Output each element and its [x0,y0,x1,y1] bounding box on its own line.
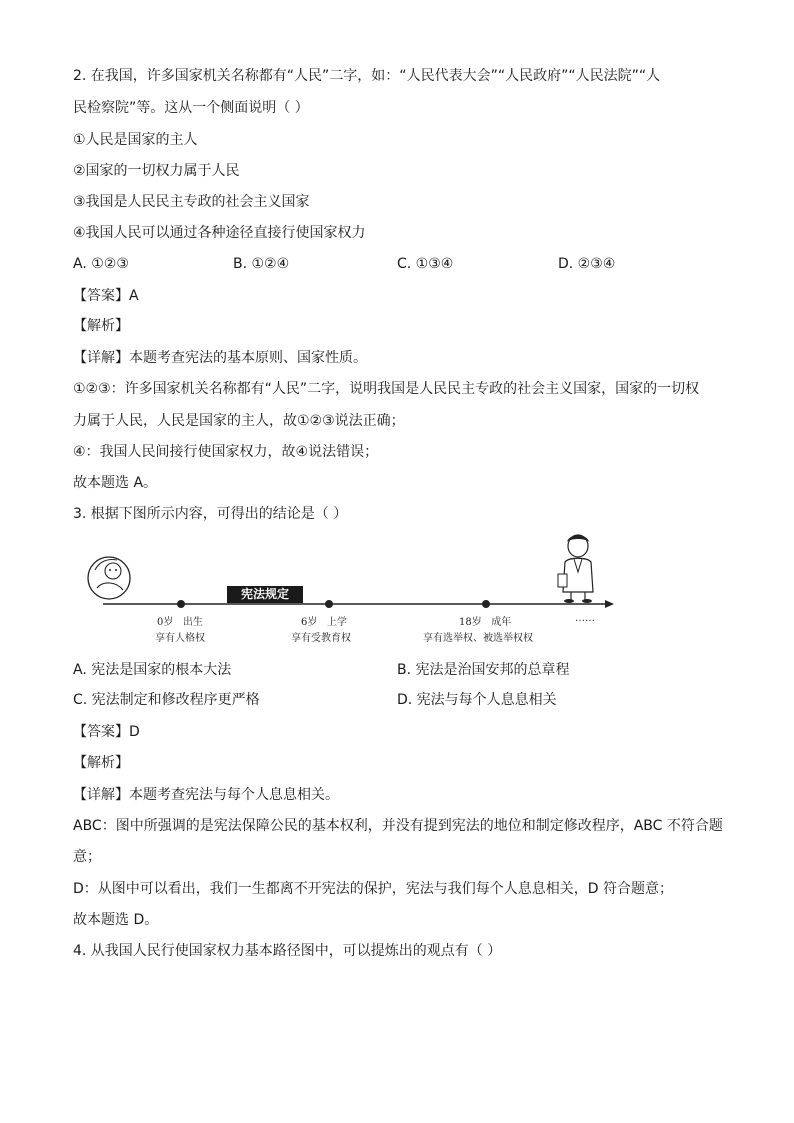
q2-stem-line1: 2. 在我国，许多国家机关名称都有“人民”二字，如：“人民代表大会”“人民政府”“人民法院”“人 [73,68,661,84]
q2-option-a: A. ①②③ [73,256,129,272]
q3-detail: 【详解】本题考查宪法与每个人息息相关。 [73,787,339,803]
point-1-age: 0岁 [157,617,174,628]
q2-item-2: ②国家的一切权力属于人民 [73,163,240,179]
timeline-arrow [605,600,614,608]
q2-explanation-line2: 力属于人民，人民是国家的主人，故①②③说法正确； [73,413,405,429]
q3-analysis-label: 【解析】 [73,755,129,771]
q3-answer: 【答案】D [73,724,140,740]
q3-option-d: D. 宪法与每个人息息相关 [397,692,557,708]
baby-icon [88,557,130,599]
q3-option-a: A. 宪法是国家的根本大法 [73,662,232,678]
q2-option-b: B. ①②④ [233,256,290,272]
point-2-age: 6岁 [301,617,318,628]
point-3-event: 成年 [491,617,512,628]
point-2-age-event [301,613,347,628]
point-3-right: 享有选举权、被选举权权 [423,633,533,644]
timeline-point-birth [177,600,185,608]
point-2-event: 上学 [326,617,347,628]
constitution-timeline-figure [73,530,633,655]
point-3-age-event [459,613,511,628]
constitution-banner: 宪法规定 [227,586,303,603]
point-3-age: 18岁 [459,617,482,628]
timeline-ellipsis: …… [575,613,595,624]
q3-option-c: C. 宪法制定和修改程序更严格 [73,692,260,708]
q2-explanation-2: ④：我国人民间接行使国家权力，故④说法错误； [73,444,379,460]
q3-option-b: B. 宪法是治国安邦的总章程 [397,662,570,678]
q2-conclusion: 故本题选 A。 [73,475,158,491]
point-1-right: 享有人格权 [155,633,205,644]
q3-conclusion: 故本题选 D。 [73,912,159,928]
q2-option-c: C. ①③④ [397,256,454,272]
q3-explanation-2: D：从图中可以看出，我们一生都离不开宪法的保护，宪法与我们每个人息息相关，D 符合题意； [73,881,674,897]
timeline-point-school [325,600,333,608]
q2-answer: 【答案】A [73,288,139,304]
adult-person-icon [558,535,593,603]
q2-detail: 【详解】本题考查宪法的基本原则、国家性质。 [73,350,367,366]
q3-explanation-line1: ABC：图中所强调的是宪法保障公民的基本权利，并没有提到宪法的地位和制定修改程序，ABC 不符合题 [73,818,723,834]
point-2-right: 享有受教育权 [291,633,351,644]
q3-explanation-line2: 意； [73,849,101,865]
timeline-point-adult [482,600,490,608]
q2-option-d: D. ②③④ [558,256,616,272]
q3-stem: 3. 根据下图所示内容，可得出的结论是（ ） [73,506,348,522]
q2-explanation-line1: ①②③：许多国家机关名称都有“人民”二字，说明我国是人民民主专政的社会主义国家，国家的一切权 [73,381,700,397]
q2-analysis-label: 【解析】 [73,318,129,334]
q2-item-4: ④我国人民可以通过各种途径直接行使国家权力 [73,225,366,241]
point-1-age-event [157,613,203,628]
q2-item-1: ①人民是国家的主人 [73,132,198,148]
q4-stem: 4. 从我国人民行使国家权力基本路径图中，可以提炼出的观点有（ ） [73,943,502,959]
point-1-event: 出生 [182,617,203,628]
q2-item-3: ③我国是人民民主专政的社会主义国家 [73,194,310,210]
q2-stem-line2: 民检察院”等。这从一个侧面说明（ ） [73,100,309,116]
